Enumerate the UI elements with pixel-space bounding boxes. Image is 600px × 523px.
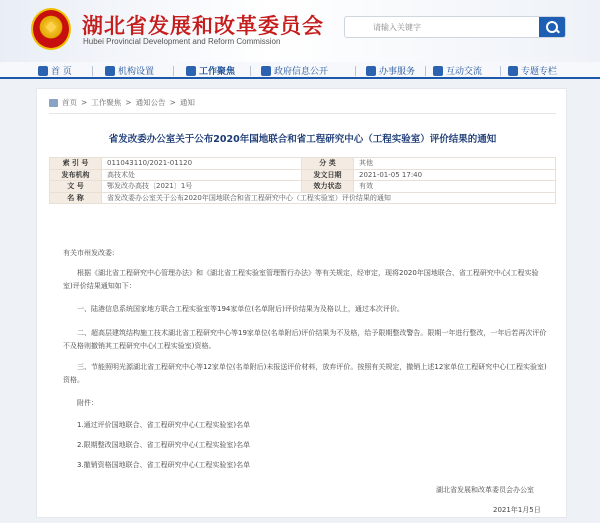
search-box (344, 16, 566, 38)
nav-label: 首 页 (51, 67, 72, 77)
salutation: 有关市州发改委: (63, 249, 115, 257)
nav-label: 政府信息公开 (274, 67, 329, 77)
site-title[interactable]: 湖北省发展和改革委员会 (82, 14, 324, 38)
document-meta-table (49, 157, 556, 204)
focus-icon (186, 66, 196, 76)
meta-value: 2021-01-05 17:40 (354, 169, 556, 181)
nav-label: 机构设置 (118, 67, 155, 77)
attachment-link[interactable]: 1.通过评价国地联合、省工程研究中心(工程实验室)名单 (77, 421, 251, 429)
nav-divider (500, 66, 501, 76)
attachment-link[interactable]: 3.撤销资格国地联合、省工程研究中心(工程实验室)名单 (77, 461, 251, 469)
breadcrumb-notices[interactable]: 通知公告 (135, 98, 166, 107)
nav-item-topic[interactable] (508, 63, 557, 78)
topic-icon (508, 66, 518, 76)
main-nav (0, 62, 600, 79)
attachments-label: 附件： (77, 399, 98, 407)
sign-date: 2021年1月5日 (493, 506, 541, 514)
breadcrumb (49, 97, 199, 108)
nav-divider (355, 66, 356, 76)
meta-label: 效力状态 (302, 181, 354, 193)
paragraph: 三、节能照明光源湖北省工程研究中心等12家单位(名单附后)未报送评价材料，放弃评价。按照有关规定，撤销上述12家单位工程研究中心(工程实验室)资格。 (63, 363, 547, 384)
breadcrumb-focus[interactable]: 工作聚焦 (91, 98, 122, 107)
meta-value: 其他 (354, 158, 556, 170)
breadcrumb-notice[interactable]: 通知 (179, 98, 195, 107)
breadcrumb-home[interactable]: 首页 (62, 98, 77, 107)
location-icon (49, 99, 58, 107)
meta-label: 发布机构 (50, 169, 102, 181)
nav-item-chat[interactable] (433, 63, 482, 78)
signer: 湖北省发展和改革委员会办公室 (436, 486, 534, 494)
service-icon (366, 66, 376, 76)
search-input[interactable] (345, 17, 541, 37)
site-header (0, 0, 600, 62)
national-emblem-icon (31, 8, 71, 50)
org-icon (105, 66, 115, 76)
nav-item-info[interactable] (261, 63, 328, 78)
nav-divider (425, 66, 426, 76)
meta-label: 文 号 (50, 181, 102, 193)
nav-label: 工作聚焦 (199, 67, 236, 77)
nav-label: 专题专栏 (521, 67, 558, 77)
table-row (50, 158, 556, 170)
meta-label: 分 类 (302, 158, 354, 170)
site-subtitle: Hubei Provincial Development and Reform Commission (83, 37, 281, 46)
paragraph: 一、陆港信息系统国家地方联合工程实验室等194家单位(名单附后)评价结果为及格以上，通过本次评价。 (77, 305, 404, 313)
table-row (50, 169, 556, 181)
attachment-link[interactable]: 2.限期整改国地联合、省工程研究中心(工程实验室)名单 (77, 441, 251, 449)
chat-icon (433, 66, 443, 76)
nav-label: 互动交流 (446, 67, 483, 77)
paragraph: 根据《湖北省工程研究中心管理办法》和《湖北省工程实验室管理暂行办法》等有关规定，经审定，现将2020年国地联合、省工程研究中心(工程实验室)评价结果通知如下： (63, 269, 539, 290)
meta-value: 鄂发改办高技〔2021〕1号 (102, 181, 302, 193)
nav-label: 办事服务 (379, 67, 416, 77)
search-icon[interactable] (539, 17, 565, 37)
nav-item-home[interactable] (38, 63, 72, 78)
nav-divider (92, 66, 93, 76)
table-row (50, 192, 556, 204)
meta-value: 省发改委办公室关于公布2020年国地联合和省工程研究中心（工程实验室）评价结果的通知 (102, 192, 556, 204)
breadcrumb-separator: > (81, 98, 88, 107)
meta-label: 发文日期 (302, 169, 354, 181)
meta-label: 索 引 号 (50, 158, 102, 170)
breadcrumb-separator: > (169, 98, 176, 107)
nav-divider (173, 66, 174, 76)
info-icon (261, 66, 271, 76)
divider (49, 113, 556, 114)
home-icon (38, 66, 48, 76)
meta-value: 011043110/2021-01120 (102, 158, 302, 170)
article-panel (36, 88, 567, 518)
meta-label: 名 称 (50, 192, 102, 204)
breadcrumb-separator: > (125, 98, 132, 107)
page-title: 省发改委办公室关于公布2020年国地联合和省工程研究中心（工程实验室）评价结果的通知 (108, 134, 497, 145)
table-row (50, 181, 556, 193)
nav-divider (250, 66, 251, 76)
nav-item-org[interactable] (105, 63, 154, 78)
paragraph: 二、超高层建筑结构施工技术湖北省工程研究中心等19家单位(名单附后)评价结果为不及格，给予限期整改警告。限期一年进行整改，一年后若再次评价不及格则撤销其工程研究中心(工程实验室)资格。 (63, 329, 547, 350)
nav-item-service[interactable] (366, 63, 415, 78)
nav-item-focus[interactable] (186, 63, 235, 78)
meta-value: 有效 (354, 181, 556, 193)
meta-value: 高技术处 (102, 169, 302, 181)
